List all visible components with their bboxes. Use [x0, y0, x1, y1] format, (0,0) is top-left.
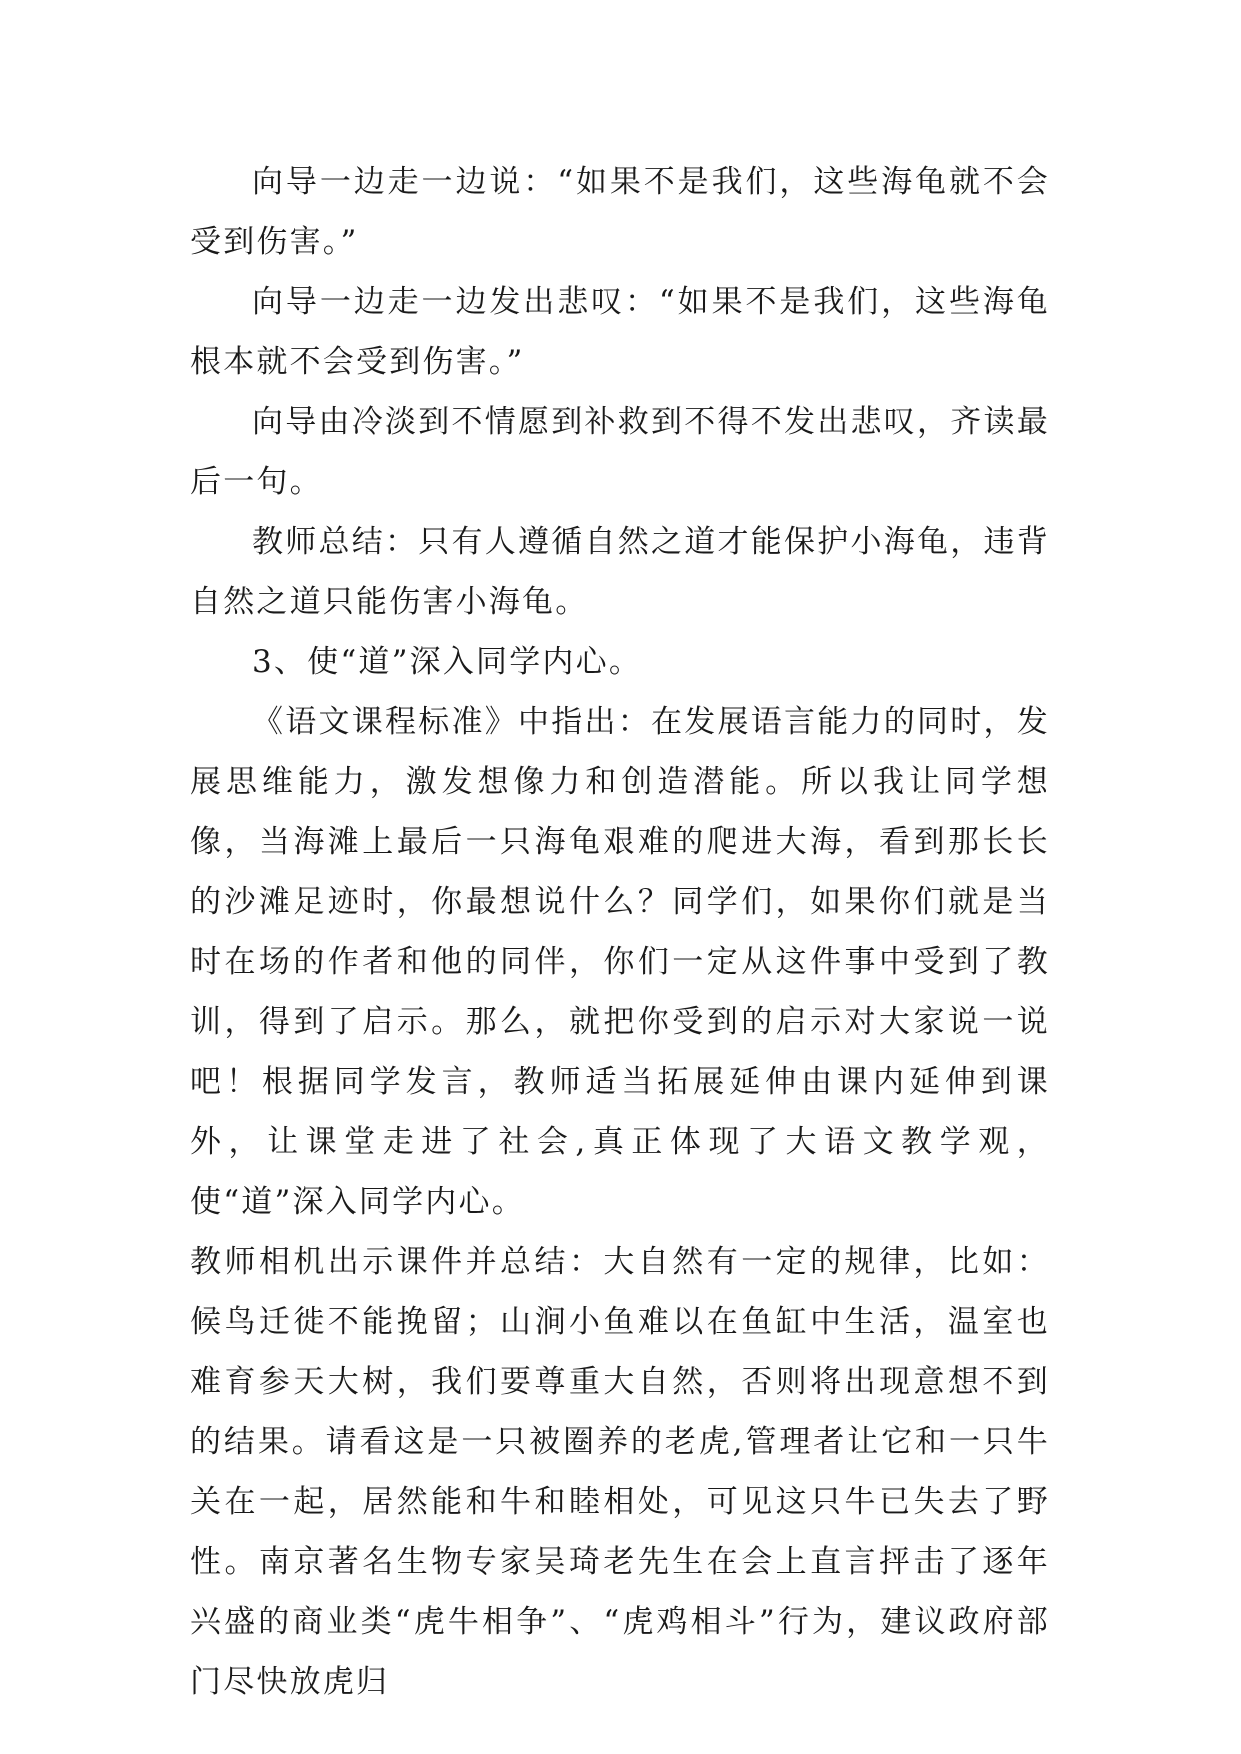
paragraph-teacher-summary: 教师总结：只有人遵循自然之道才能保护小海龟，违背自然之道只能伤害小海龟。: [190, 524, 1050, 620]
paragraph-guide-attitude: 向导由冷淡到不情愿到补救到不得不发出悲叹，齐读最后一句。: [190, 404, 1050, 500]
paragraph-guide-speech: 向导一边走一边说：“如果不是我们，这些海龟就不会受到伤害。”: [190, 164, 1050, 260]
paragraph-teacher-courseware: 教师相机出示课件并总结：大自然有一定的规律，比如：候鸟迁徙不能挽留；山涧小鱼难以在鱼缸中生活，温室也难育参天大树，我们要尊重大自然，否则将出现意想不到的结果。请看这是一只被圈养的老虎,管理者让它和一只牛关在一起，居然能和牛和睦相处，可见这只牛已失去了野性。南京著名生物专家吴琦老先生在会上直言抨击了逐年兴盛的商业类“虎牛相争”、“虎鸡相斗”行为，建议政府部门尽快放虎归: [190, 1244, 1050, 1700]
document-body: [190, 152, 1050, 1712]
paragraph-curriculum-standard: 《语文课程标准》中指出：在发展语言能力的同时，发展思维能力，激发想像力和创造潜能。所以我让同学想像，当海滩上最后一只海龟艰难的爬进大海，看到那长长的沙滩足迹时，你最想说什么？同学们，如果你们就是当时在场的作者和他的同伴，你们一定从这件事中受到了教训，得到了启示。那么，就把你受到的启示对大家说一说吧！根据同学发言，教师适当拓展延伸由课内延伸到课外，让课堂走进了社会,真正体现了大语文教学观，使“道”深入同学内心。: [190, 704, 1050, 1220]
section-heading: 3、使“道”深入同学内心。: [252, 644, 643, 680]
paragraph-guide-sigh: 向导一边走一边发出悲叹：“如果不是我们，这些海龟根本就不会受到伤害。”: [190, 284, 1050, 380]
